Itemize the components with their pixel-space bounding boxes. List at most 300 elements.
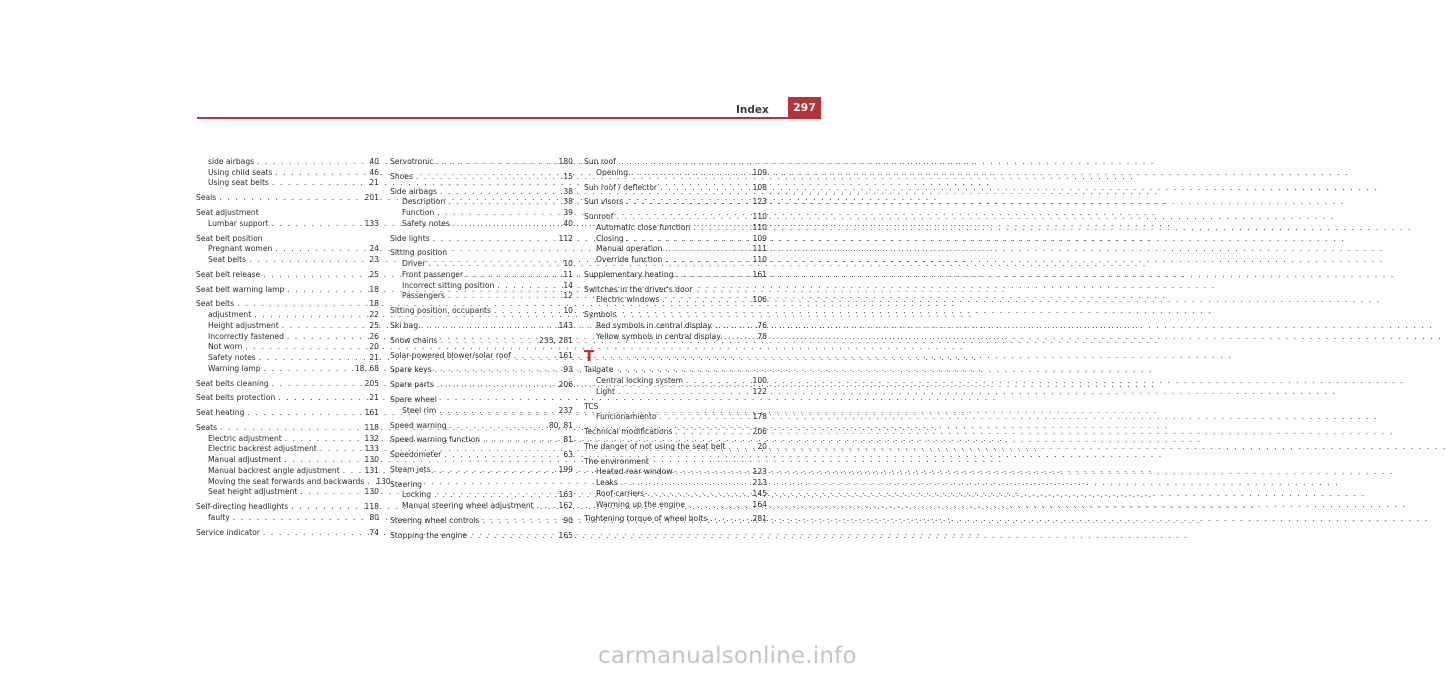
page-reference: 122 [752,386,767,396]
index-term: Funcionamiento [596,412,657,422]
dot-leader [675,427,749,438]
dot-leader [263,270,366,281]
page-reference: 108 [752,182,767,192]
index-subentry [196,332,379,343]
page-reference: 111 [752,244,767,254]
index-entry [196,502,379,513]
index-subentry [390,291,573,302]
page-reference: 78 [757,331,767,341]
index-term: Steel rim [402,405,437,415]
index-subentry [196,219,379,230]
index-entry [196,234,379,245]
index-entry [584,183,767,194]
dot-leader [724,332,755,343]
index-column-3 [584,157,767,525]
dot-leader [275,244,366,255]
dot-leader [284,455,361,466]
index-term: Safety notes [402,218,450,228]
dot-leader [729,442,755,453]
index-entry [196,423,379,434]
page-reference: 109 [752,167,767,177]
index-term: Stopping the engine [390,530,468,540]
page-reference: 100 [752,376,767,386]
page-reference: 161 [364,408,379,418]
page-reference: 161 [752,269,767,279]
index-entry [390,187,573,198]
page-reference: 130 [364,455,379,465]
index-subentry [584,295,767,306]
index-term: Technical modifications [584,427,673,437]
dot-leader [367,477,373,488]
index-subentry [584,412,767,423]
page-reference: 25 [369,320,379,330]
index-subentry [196,168,379,179]
dot-leader [686,376,749,387]
index-term: Manual operation [596,244,663,254]
index-term: Roof carriers [596,488,645,498]
dot-leader [660,183,749,194]
page-reference: 235, 281 [539,335,573,345]
index-term: Seat belts [196,299,235,309]
page-reference: 81 [563,435,573,445]
page-reference: 90 [563,516,573,525]
index-column-1 [196,157,391,538]
index-entry [584,310,767,321]
index-term: Sunroof [584,212,614,222]
dot-leader [440,187,560,198]
dot-leader [497,281,560,292]
index-subentry [584,332,767,343]
page-reference: 14 [563,280,573,290]
page-reference: 23 [369,255,379,265]
dot-leader [275,168,366,179]
page-reference: 162 [558,501,573,511]
index-entry [390,172,573,183]
page-reference: 26 [369,331,379,341]
index-term: Pregnant women [208,244,273,254]
index-term: Seat belts cleaning [196,378,269,388]
dot-leader [436,157,555,168]
page-reference: 112 [558,233,573,243]
index-subentry [196,455,379,466]
index-term: Seat belt warning lamp [196,284,285,294]
dot-leader [278,393,366,404]
index-term: Tightening torque of wheel bolts [584,514,708,524]
page-reference: 130 [376,476,391,486]
index-entry [390,450,573,461]
dot-leader [259,353,367,364]
page-reference: 74 [369,527,379,537]
index-subentry [390,259,573,270]
page-reference: 199 [558,464,573,474]
index-term: TCS [584,401,599,411]
index-subentry [196,466,379,477]
index-term: Seat belts [208,255,247,265]
dot-leader [660,412,750,423]
index-term: Driver [402,259,426,269]
dot-leader [343,466,362,477]
index-entry [390,421,573,432]
index-entry [390,234,573,245]
dot-leader [470,531,555,542]
index-term: Opening [596,167,629,177]
index-term: Closing [596,233,624,243]
index-subentry [196,157,379,168]
index-subentry [390,281,573,292]
index-term: side airbags [208,157,255,166]
index-subentry [196,513,379,524]
page-reference: 80, 81 [548,420,573,430]
page-reference: 25 [369,269,379,279]
index-term: Warming up the engine [596,499,686,509]
index-subentry [584,387,767,398]
page-reference: 206 [558,380,573,390]
page-reference: 206 [752,427,767,437]
index-term: Side lights [390,233,430,243]
dot-leader [537,501,556,512]
index-term: Locking [402,490,432,500]
index-subentry [196,321,379,332]
index-subentry [584,234,767,245]
page-reference: 80 [369,512,379,522]
page-reference: 180 [558,157,573,166]
index-entry [584,402,767,413]
index-term: Steering wheel controls [390,516,480,525]
header-rule [197,117,821,119]
index-subentry [196,434,379,445]
dot-leader [676,467,750,478]
index-entry [196,379,379,390]
index-term: Seals [196,193,217,203]
index-subentry [196,178,379,189]
index-term: Moving the seat forwards and backwards [208,476,365,486]
page-reference: 281 [752,514,767,524]
dot-leader [282,321,367,332]
dot-leader [483,516,561,527]
page-reference: 110 [752,255,767,265]
index-entry [390,321,573,332]
index-term: Shoes [390,171,413,181]
page-reference: 132 [364,433,379,443]
index-subentry [584,478,767,489]
dot-leader [428,259,560,270]
index-entry [584,212,767,223]
index-term: Lumbar support [208,218,269,228]
page-reference: 237 [558,405,573,415]
index-term: Incorrectly fastened [208,331,284,341]
index-entry [584,427,767,438]
index-entry [390,336,573,347]
index-entry [390,480,573,491]
watermark: carmanualsonline.info [598,643,857,669]
dot-leader [257,157,366,168]
page-reference: 20 [757,441,767,451]
page-reference: 18 [369,299,379,309]
index-term: Height adjustment [208,320,279,330]
index-subentry [390,501,573,512]
index-term: Spare wheel [390,394,437,404]
page-reference: 38 [563,186,573,196]
index-term: Sun visors [584,197,624,207]
index-term: Tailgate [584,365,614,375]
page-reference: 93 [563,365,573,375]
dot-leader [627,234,750,245]
index-term: Override function [596,255,663,265]
page-reference: 164 [752,499,767,509]
index-subentry [584,223,767,234]
index-entry [196,299,379,310]
index-entry [584,157,767,168]
index-term: Central locking system [596,376,684,386]
page-reference: 130 [364,487,379,497]
index-subentry [390,219,573,230]
page-reference: 18 [369,284,379,294]
dot-leader [434,465,556,476]
dot-leader [710,514,749,525]
index-subentry [196,444,379,455]
dot-leader [618,387,750,398]
page-reference: 123 [752,467,767,477]
index-entry [390,157,573,168]
dot-leader [247,408,361,419]
dot-leader [249,255,366,266]
index-term: Speed warning [390,420,447,430]
page-reference: 63 [563,450,573,460]
index-entry [196,270,379,281]
index-term: Seats [196,423,218,433]
index-entry [390,380,573,391]
index-entry [390,351,573,362]
page-reference: 145 [752,488,767,498]
dot-leader [287,285,366,296]
dot-leader [676,270,749,281]
page-reference: 133 [364,218,379,228]
dot-leader [665,244,749,255]
index-term: Manual backrest angle adjustment [208,465,340,475]
index-term: Not worn [208,342,243,352]
page-reference: 110 [752,222,767,232]
index-term: Steam jets [390,464,431,474]
dot-leader [466,270,560,281]
index-term: Using seat belts [208,178,269,188]
index-subentry [390,208,573,219]
page-reference: 118 [364,502,379,512]
page-reference: 165 [558,530,573,540]
index-term: Passengers [402,291,445,301]
dot-leader [439,406,555,417]
index-entry [584,514,767,525]
dot-leader [263,528,366,539]
index-subentry [196,255,379,266]
index-term: Warning lamp [208,363,261,373]
dot-leader [688,500,749,511]
index-term: adjustment [208,310,252,320]
index-term: Servotronic [390,157,434,166]
page-reference: 178 [752,412,767,422]
dot-leader [416,172,560,183]
dot-leader [237,299,366,310]
index-entry [390,248,573,259]
dot-leader [285,434,362,445]
index-term: Leaks [596,478,618,488]
dot-leader [433,234,556,245]
index-term: Manual adjustment [208,455,282,465]
index-subentry [584,489,767,500]
page-reference: 15 [563,171,573,181]
index-term: Electric backrest adjustment [208,444,317,454]
dot-leader [300,487,361,498]
index-subentry [584,321,767,332]
dot-leader [665,255,749,266]
dot-leader [271,219,361,230]
page-reference: 213 [752,478,767,488]
index-entry [584,285,767,296]
dot-leader [453,219,561,230]
dot-leader [693,223,749,234]
index-entry [390,306,573,317]
index-entry [390,531,573,542]
index-term: Solar-powered blower/solar roof [390,350,511,360]
index-term: Snow chains [390,335,438,345]
dot-leader [494,306,560,317]
dot-leader [320,444,362,455]
page-reference: 10 [563,306,573,316]
page-reference: 163 [558,490,573,500]
dot-leader [434,490,555,501]
page-reference: 21 [369,393,379,403]
page-reference: 109 [752,233,767,243]
index-term: Electric windows [596,295,660,305]
dot-leader [626,197,749,208]
index-term: Manual steering wheel adjustment [402,501,534,511]
index-subentry [584,244,767,255]
page-reference: 205 [364,378,379,388]
index-subentry [196,364,379,375]
page-reference: 161 [558,350,573,360]
page-reference: 20 [369,342,379,352]
dot-leader [715,321,754,332]
index-subentry [390,406,573,417]
index-entry [196,193,379,204]
index-term: Spare parts [390,380,434,390]
dot-leader [440,336,536,347]
page-reference: 24 [369,244,379,254]
dot-leader [437,208,560,219]
index-column-2 [390,157,573,542]
index-letter-heading: T [584,347,595,366]
index-subentry [196,487,379,498]
index-term: Sitting position, occupants [390,306,491,316]
index-term: Steering [390,479,423,489]
index-subentry [584,376,767,387]
page-reference: 38 [563,197,573,207]
index-subentry [196,310,379,321]
index-subentry [196,244,379,255]
dot-leader [254,310,366,321]
section-title: Index [736,104,769,116]
index-term: Supplementary heating [584,269,674,279]
index-term: faulty [208,512,230,522]
index-entry [390,365,573,376]
index-entry [584,442,767,453]
dot-leader [437,380,556,391]
index-term: Speedometer [390,450,442,460]
index-term: Seat adjustment [196,208,259,218]
dot-leader [245,342,366,353]
index-subentry [584,500,767,511]
page-reference: 10 [563,259,573,269]
dot-leader [287,332,366,343]
index-subentry [196,342,379,353]
index-term: Description [402,197,446,207]
index-entry [390,516,573,527]
page-reference: 46 [369,167,379,177]
index-entry [390,395,573,406]
index-subentry [584,168,767,179]
index-term: Spare keys [390,365,432,375]
index-term: Sun roof / deflector [584,182,658,192]
index-term: Speed warning function [390,435,481,445]
index-entry [584,457,767,468]
index-term: Yellow symbols in central display [596,331,721,341]
index-entry [196,528,379,539]
index-term: Electric adjustment [208,433,282,443]
index-entry [584,197,767,208]
dot-leader [647,489,749,500]
dot-leader [233,513,367,524]
index-term: Heated rear window [596,467,673,477]
dot-leader [662,295,749,306]
dot-leader [272,379,362,390]
index-term: Seat belt release [196,269,261,279]
dot-leader [616,212,749,223]
dot-leader [220,423,361,434]
dot-leader [448,291,560,302]
dot-leader [621,478,750,489]
dot-leader [272,178,366,189]
index-term: The danger of not using the seat belt [584,441,726,451]
dot-leader [435,365,561,376]
page-reference: 106 [752,295,767,305]
index-subentry [390,270,573,281]
dot-leader [631,168,749,179]
dot-leader [450,421,546,432]
page-reference: 123 [752,197,767,207]
index-term: Automatic close function [596,222,691,232]
index-subentry [584,255,767,266]
index-term: Light [596,386,615,396]
index-term: Seat heating [196,408,245,418]
index-entry [584,365,767,376]
index-term: Seat belt position [196,233,263,243]
page-reference: 201 [364,193,379,203]
index-term: The environment [584,456,649,466]
page-reference: 40 [563,218,573,228]
index-term: Side airbags [390,186,437,196]
index-entry [196,393,379,404]
index-term: Service indicator [196,527,260,537]
page-reference: 143 [558,320,573,330]
index-term: Seat belts protection [196,393,276,403]
index-entry [196,408,379,419]
page-reference: 21 [369,353,379,363]
page-reference: 39 [563,208,573,218]
page-reference: 11 [563,269,573,279]
index-term: Sun roof [584,157,616,166]
index-term: Switches in the driver's door [584,284,693,294]
dot-leader [483,435,560,446]
index-subentry [196,353,379,364]
